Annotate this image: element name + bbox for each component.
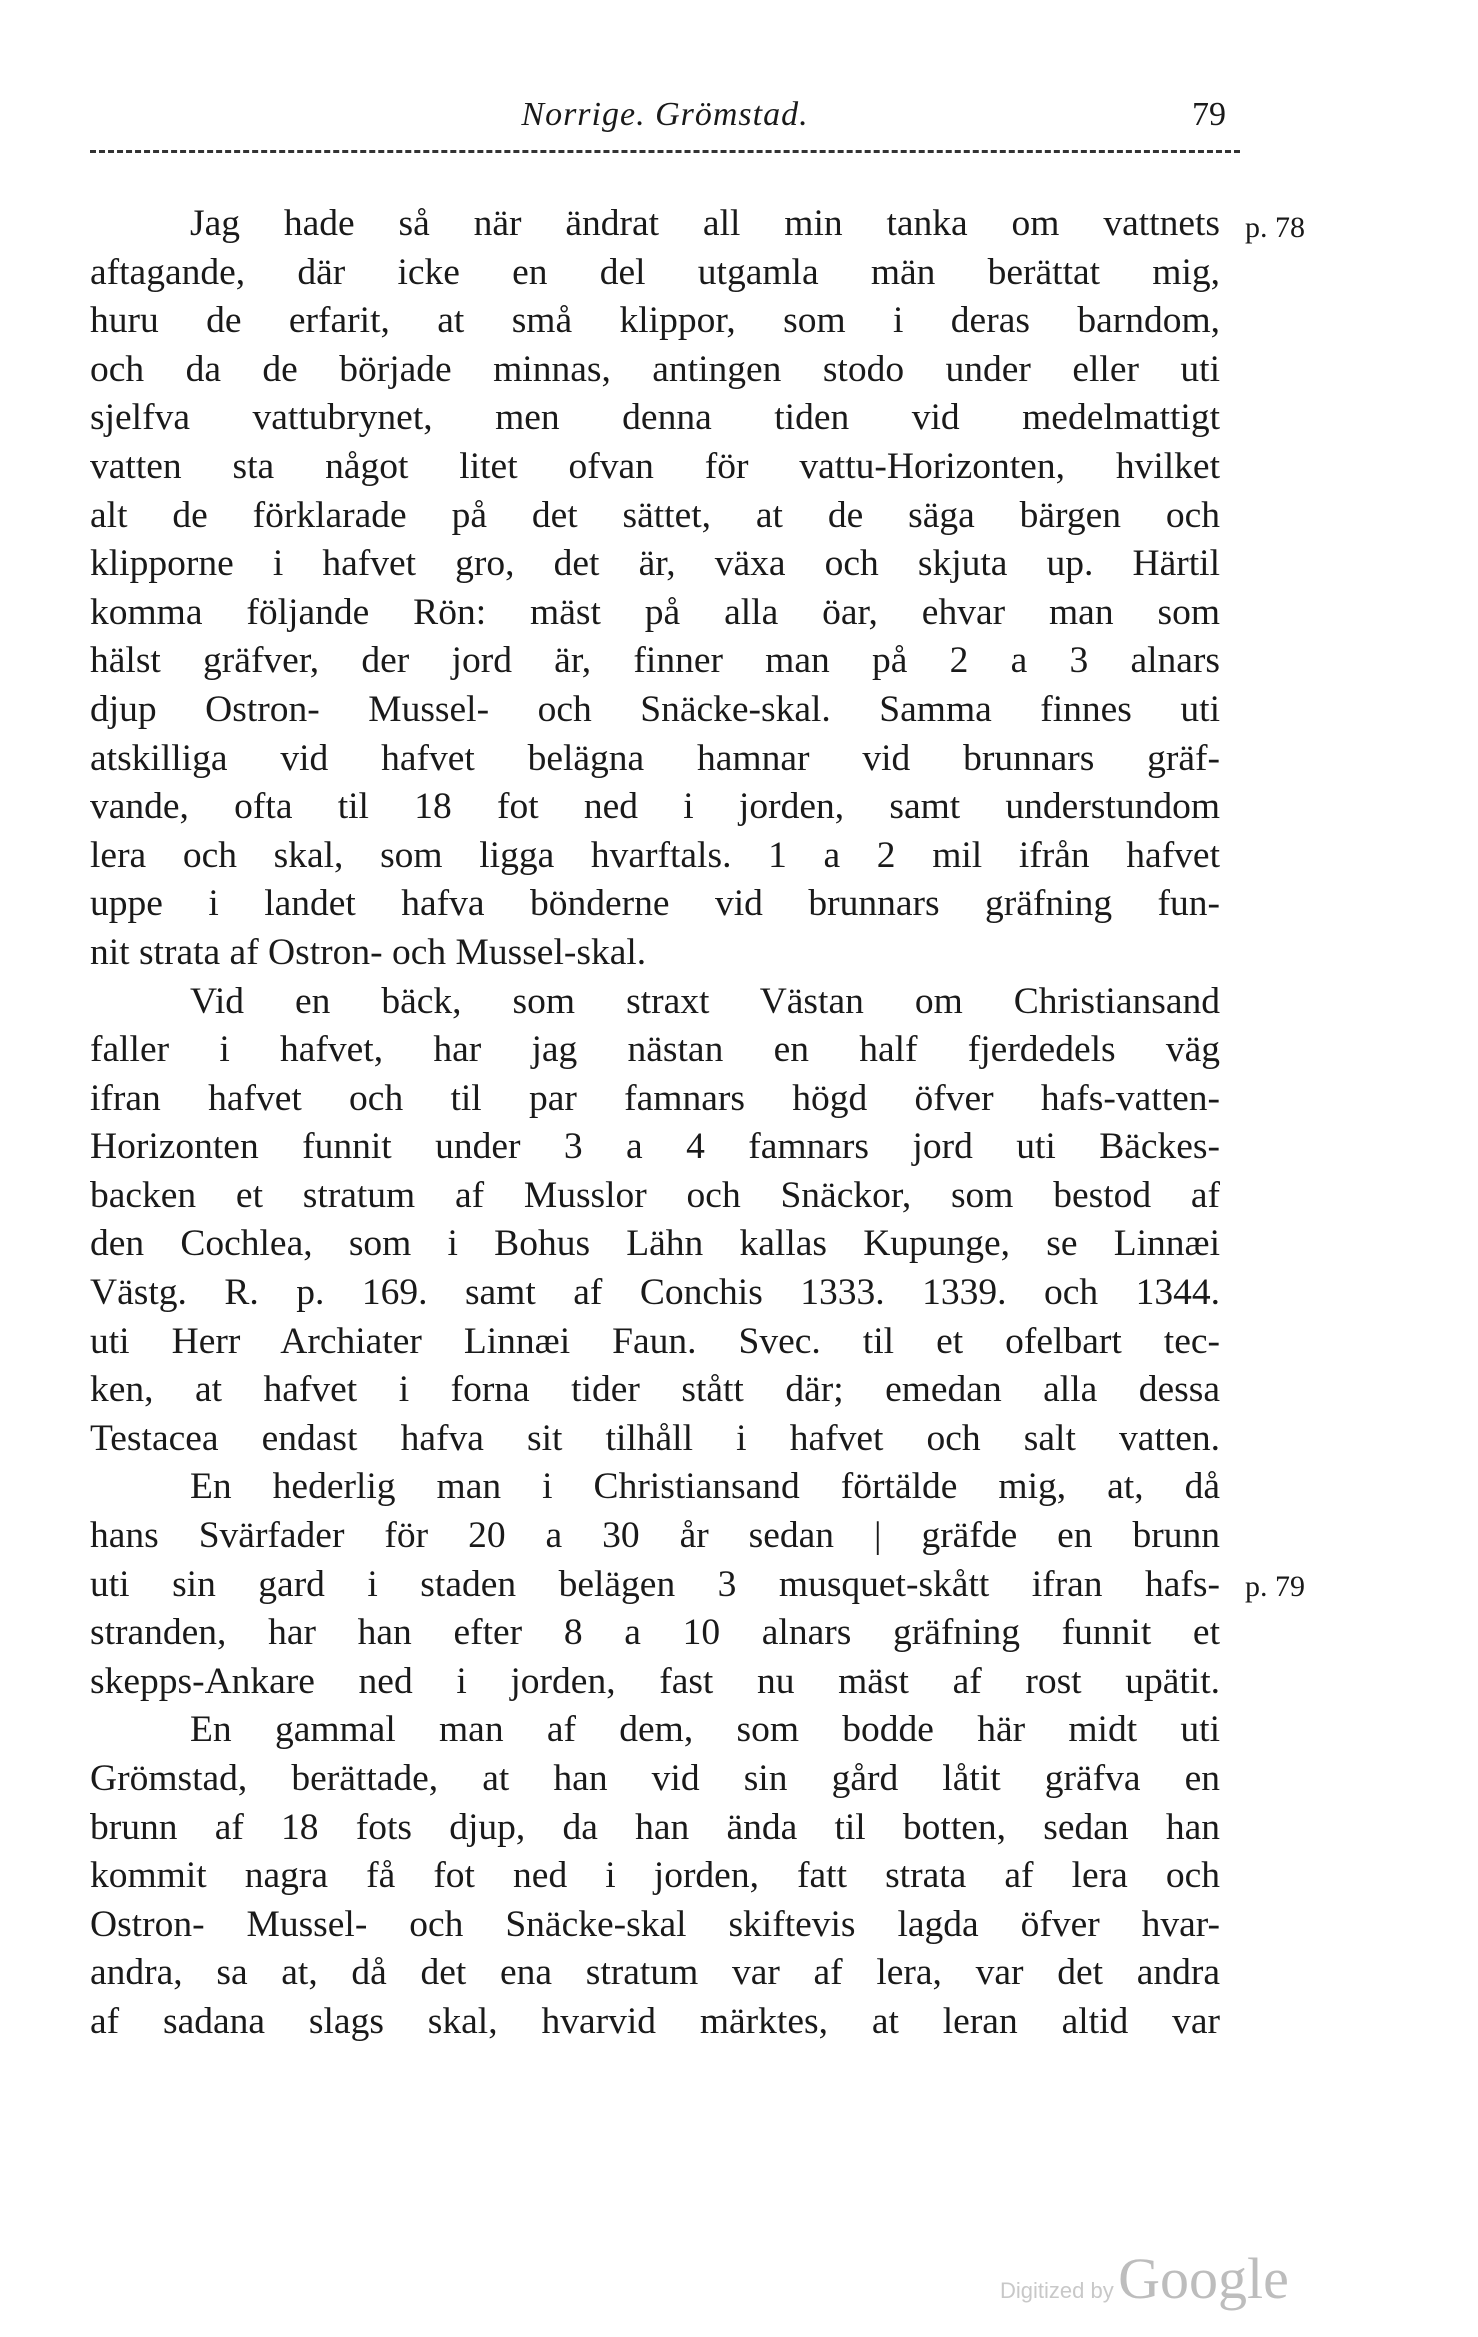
text-line: ifran hafvet och til par famnars högd öfver hafs-vatten- (90, 1077, 1220, 1119)
text-line: ken, at hafvet i forna tider stått där; emedan alla dessa (90, 1369, 1220, 1411)
text-line: Horizonten funnit under 3 a 4 famnars jord uti Bäckes- (90, 1126, 1220, 1168)
text-line: uppe i landet hafva bönderne vid brunnars gräfning fun- (90, 883, 1220, 925)
text-line: af sadana slags skal, hvarvid märktes, at leran altid var (90, 2000, 1220, 2042)
text-line: alt de förklarade på det sättet, at de säga bärgen och (90, 494, 1220, 536)
text-line: uti Herr Archiater Linnæi Faun. Svec. til et ofelbart tec- (90, 1320, 1220, 1362)
running-header (90, 96, 1240, 146)
margin-note-p79: p. 79 (1245, 1570, 1305, 1603)
text-line: skepps-Ankare ned i jorden, fast nu mäst af rost upätit. (90, 1660, 1220, 1702)
text-line: Jag hade så när ändrat all min tanka om vattnets (190, 203, 1220, 244)
text-line: stranden, har han efter 8 a 10 alnars gräfning funnit et (90, 1612, 1220, 1654)
margin-note-p78: p. 78 (1245, 211, 1305, 244)
text-line: vatten sta något litet ofvan för vattu-Horizonten, hvilket (90, 445, 1220, 487)
text-line: atskilliga vid hafvet belägna hamnar vid brunnars gräf- (90, 737, 1220, 779)
text-line: En hederlig man i Christiansand förtälde mig, at, då (190, 1466, 1220, 1508)
text-line: djup Ostron- Mussel- och Snäcke-skal. Samma finnes uti (90, 688, 1220, 730)
page-title: Norrige. Grömstad. (521, 96, 809, 133)
text-line: backen et stratum af Musslor och Snäckor, som bestod af (90, 1174, 1220, 1216)
digitized-watermark (1000, 2245, 1289, 2312)
text-line: hälst gräfver, der jord är, finner man på 2 a 3 alnars (90, 640, 1220, 682)
text-line: och da de började minnas, antingen stodo under eller uti (90, 348, 1220, 390)
text-line: andra, sa at, då det ena stratum var af lera, var det andra (90, 1952, 1220, 1994)
page-number: 79 (1192, 96, 1226, 133)
text-line: Västg. R. p. 169. samt af Conchis 1333. 1339. och 1344. (90, 1272, 1220, 1314)
text-line: brunn af 18 fots djup, da han ända til botten, sedan han (90, 1806, 1220, 1848)
text-line: sjelfva vattubrynet, men denna tiden vid medelmattigt (90, 397, 1220, 439)
text-line: Grömstad, berättade, at han vid sin gård låtit gräfva en (90, 1758, 1220, 1799)
text-line: En gammal man af dem, som bodde här midt uti (190, 1709, 1220, 1751)
text-line: kommit nagra få fot ned i jorden, fatt strata af lera och (90, 1855, 1220, 1897)
text-line: Ostron- Mussel- och Snäcke-skal skiftevis lagda öfver hvar- (90, 1903, 1220, 1945)
text-line: vande, ofta til 18 fot ned i jorden, samt understundom (90, 786, 1220, 828)
text-line: faller i hafvet, har jag nästan en half fjerdedels väg (90, 1029, 1220, 1071)
watermark-prefix: Digitized by (1000, 2278, 1114, 2303)
text-line: uti sin gard i staden belägen 3 musquet-skått ifran hafs- (90, 1563, 1220, 1605)
text-line: komma följande Rön: mäst på alla öar, ehvar man som (90, 591, 1220, 633)
text-line: aftagande, där icke en del utgamla män berättat mig, (90, 251, 1220, 293)
body-text (90, 200, 1220, 2047)
text-line: nit strata af Ostron- och Mussel-skal. (90, 931, 647, 973)
text-line: hans Svärfader för 20 a 30 år sedan | gräfde en brunn (90, 1515, 1220, 1557)
text-line: huru de erfarit, at små klippor, som i deras barndom, (90, 300, 1220, 342)
google-logo: Google (1118, 2246, 1289, 2311)
text-line: Testacea endast hafva sit tilhåll i hafvet och salt vatten. (90, 1417, 1220, 1459)
text-line: lera och skal, som ligga hvarftals. 1 a 2 mil ifrån hafvet (90, 834, 1220, 876)
text-line: klipporne i hafvet gro, det är, växa och skjuta up. Härtil (90, 543, 1220, 585)
text-line: Vid en bäck, som straxt Västan om Christiansand (190, 980, 1220, 1022)
header-rule (90, 150, 1240, 153)
text-line: den Cochlea, som i Bohus Lähn kallas Kupunge, se Linnæi (90, 1223, 1220, 1265)
